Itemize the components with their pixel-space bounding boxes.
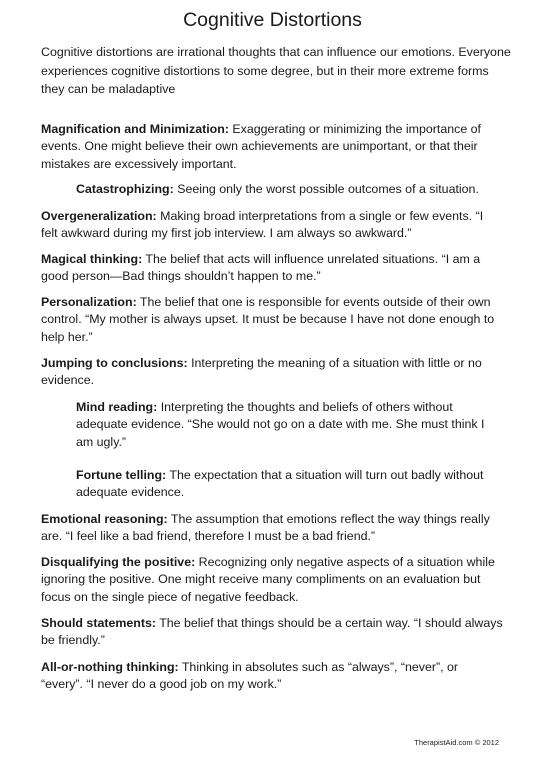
entry-term: Overgeneralization: bbox=[41, 209, 157, 223]
entry-term: Jumping to conclusions: bbox=[41, 356, 188, 370]
entry-term: Disqualifying the positive: bbox=[41, 555, 196, 569]
entry-disqualifying-the-positive bbox=[41, 554, 503, 606]
entry-term: Magical thinking: bbox=[41, 252, 143, 266]
copyright-footer: TherapistAid.com © 2012 bbox=[414, 738, 499, 747]
entry-definition: The expectation that a situation will turn out badly without adequate evidence. bbox=[76, 468, 484, 500]
entry-definition: Interpreting the thoughts and beliefs of others without adequate evidence. “She would not go on a date with me. She must think I am ugly.” bbox=[76, 400, 485, 449]
entry-magnification-minimization bbox=[41, 121, 503, 173]
entry-mind-reading bbox=[76, 399, 503, 451]
page-title: Cognitive Distortions bbox=[183, 9, 362, 31]
entry-definition: Thinking in absolutes such as “always”, “never”, or “every”. “I never do a good job on my work.” bbox=[41, 660, 459, 692]
entry-term: Magnification and Minimization: bbox=[41, 122, 229, 136]
entry-definition: The assumption that emotions reflect the way things really are. “I feel like a bad friend, therefore I must be a bad friend.” bbox=[41, 512, 490, 544]
entry-term: Catastrophizing: bbox=[76, 182, 174, 196]
entry-should-statements bbox=[41, 615, 503, 650]
entry-catastrophizing bbox=[76, 181, 503, 198]
entry-all-or-nothing-thinking bbox=[41, 659, 503, 694]
entry-emotional-reasoning bbox=[41, 511, 503, 546]
entry-overgeneralization bbox=[41, 208, 503, 243]
entry-definition: The belief that acts will influence unrelated situations. “I am a good person—Bad things shouldn’t happen to me.” bbox=[41, 252, 481, 284]
entry-definition: Seeing only the worst possible outcomes of a situation. bbox=[177, 182, 479, 196]
entry-definition: The belief that one is responsible for events outside of their own control. “My mother is always upset. It must be because I have not done enough to help her.” bbox=[41, 295, 495, 344]
entry-definition: The belief that things should be a certain way. “I should always be friendly.” bbox=[41, 616, 503, 648]
entry-magical-thinking bbox=[41, 251, 503, 286]
entry-term: Fortune telling: bbox=[76, 468, 167, 482]
entry-definition: Recognizing only negative aspects of a situation while ignoring the positive. One might receive many compliments on an evaluation but focus on the single piece of negative feedback. bbox=[41, 555, 495, 604]
entry-term: Emotional reasoning: bbox=[41, 512, 168, 526]
entry-term: Personalization: bbox=[41, 295, 137, 309]
entry-definition: Interpreting the meaning of a situation with little or no evidence. bbox=[41, 356, 482, 388]
entry-fortune-telling bbox=[76, 467, 503, 502]
entry-term: Should statements: bbox=[41, 616, 156, 630]
entry-term: All-or-nothing thinking: bbox=[41, 660, 179, 674]
entry-definition: Making broad interpretations from a single or few events. “I felt awkward during my first job interview. I am always so awkward.” bbox=[41, 209, 484, 241]
entry-personalization bbox=[41, 294, 503, 346]
entry-jumping-to-conclusions bbox=[41, 355, 503, 390]
entry-term: Mind reading: bbox=[76, 400, 158, 414]
entry-definition: Exaggerating or minimizing the importance of events. One might believe their own achievements are unimportant, or that their mistakes are excessively important. bbox=[41, 122, 481, 171]
intro-paragraph: Cognitive distortions are irrational thoughts that can influence our emotions. Everyone experiences cognitive distortions to some degree, but in their more extreme forms they can be maladaptive bbox=[41, 45, 511, 96]
